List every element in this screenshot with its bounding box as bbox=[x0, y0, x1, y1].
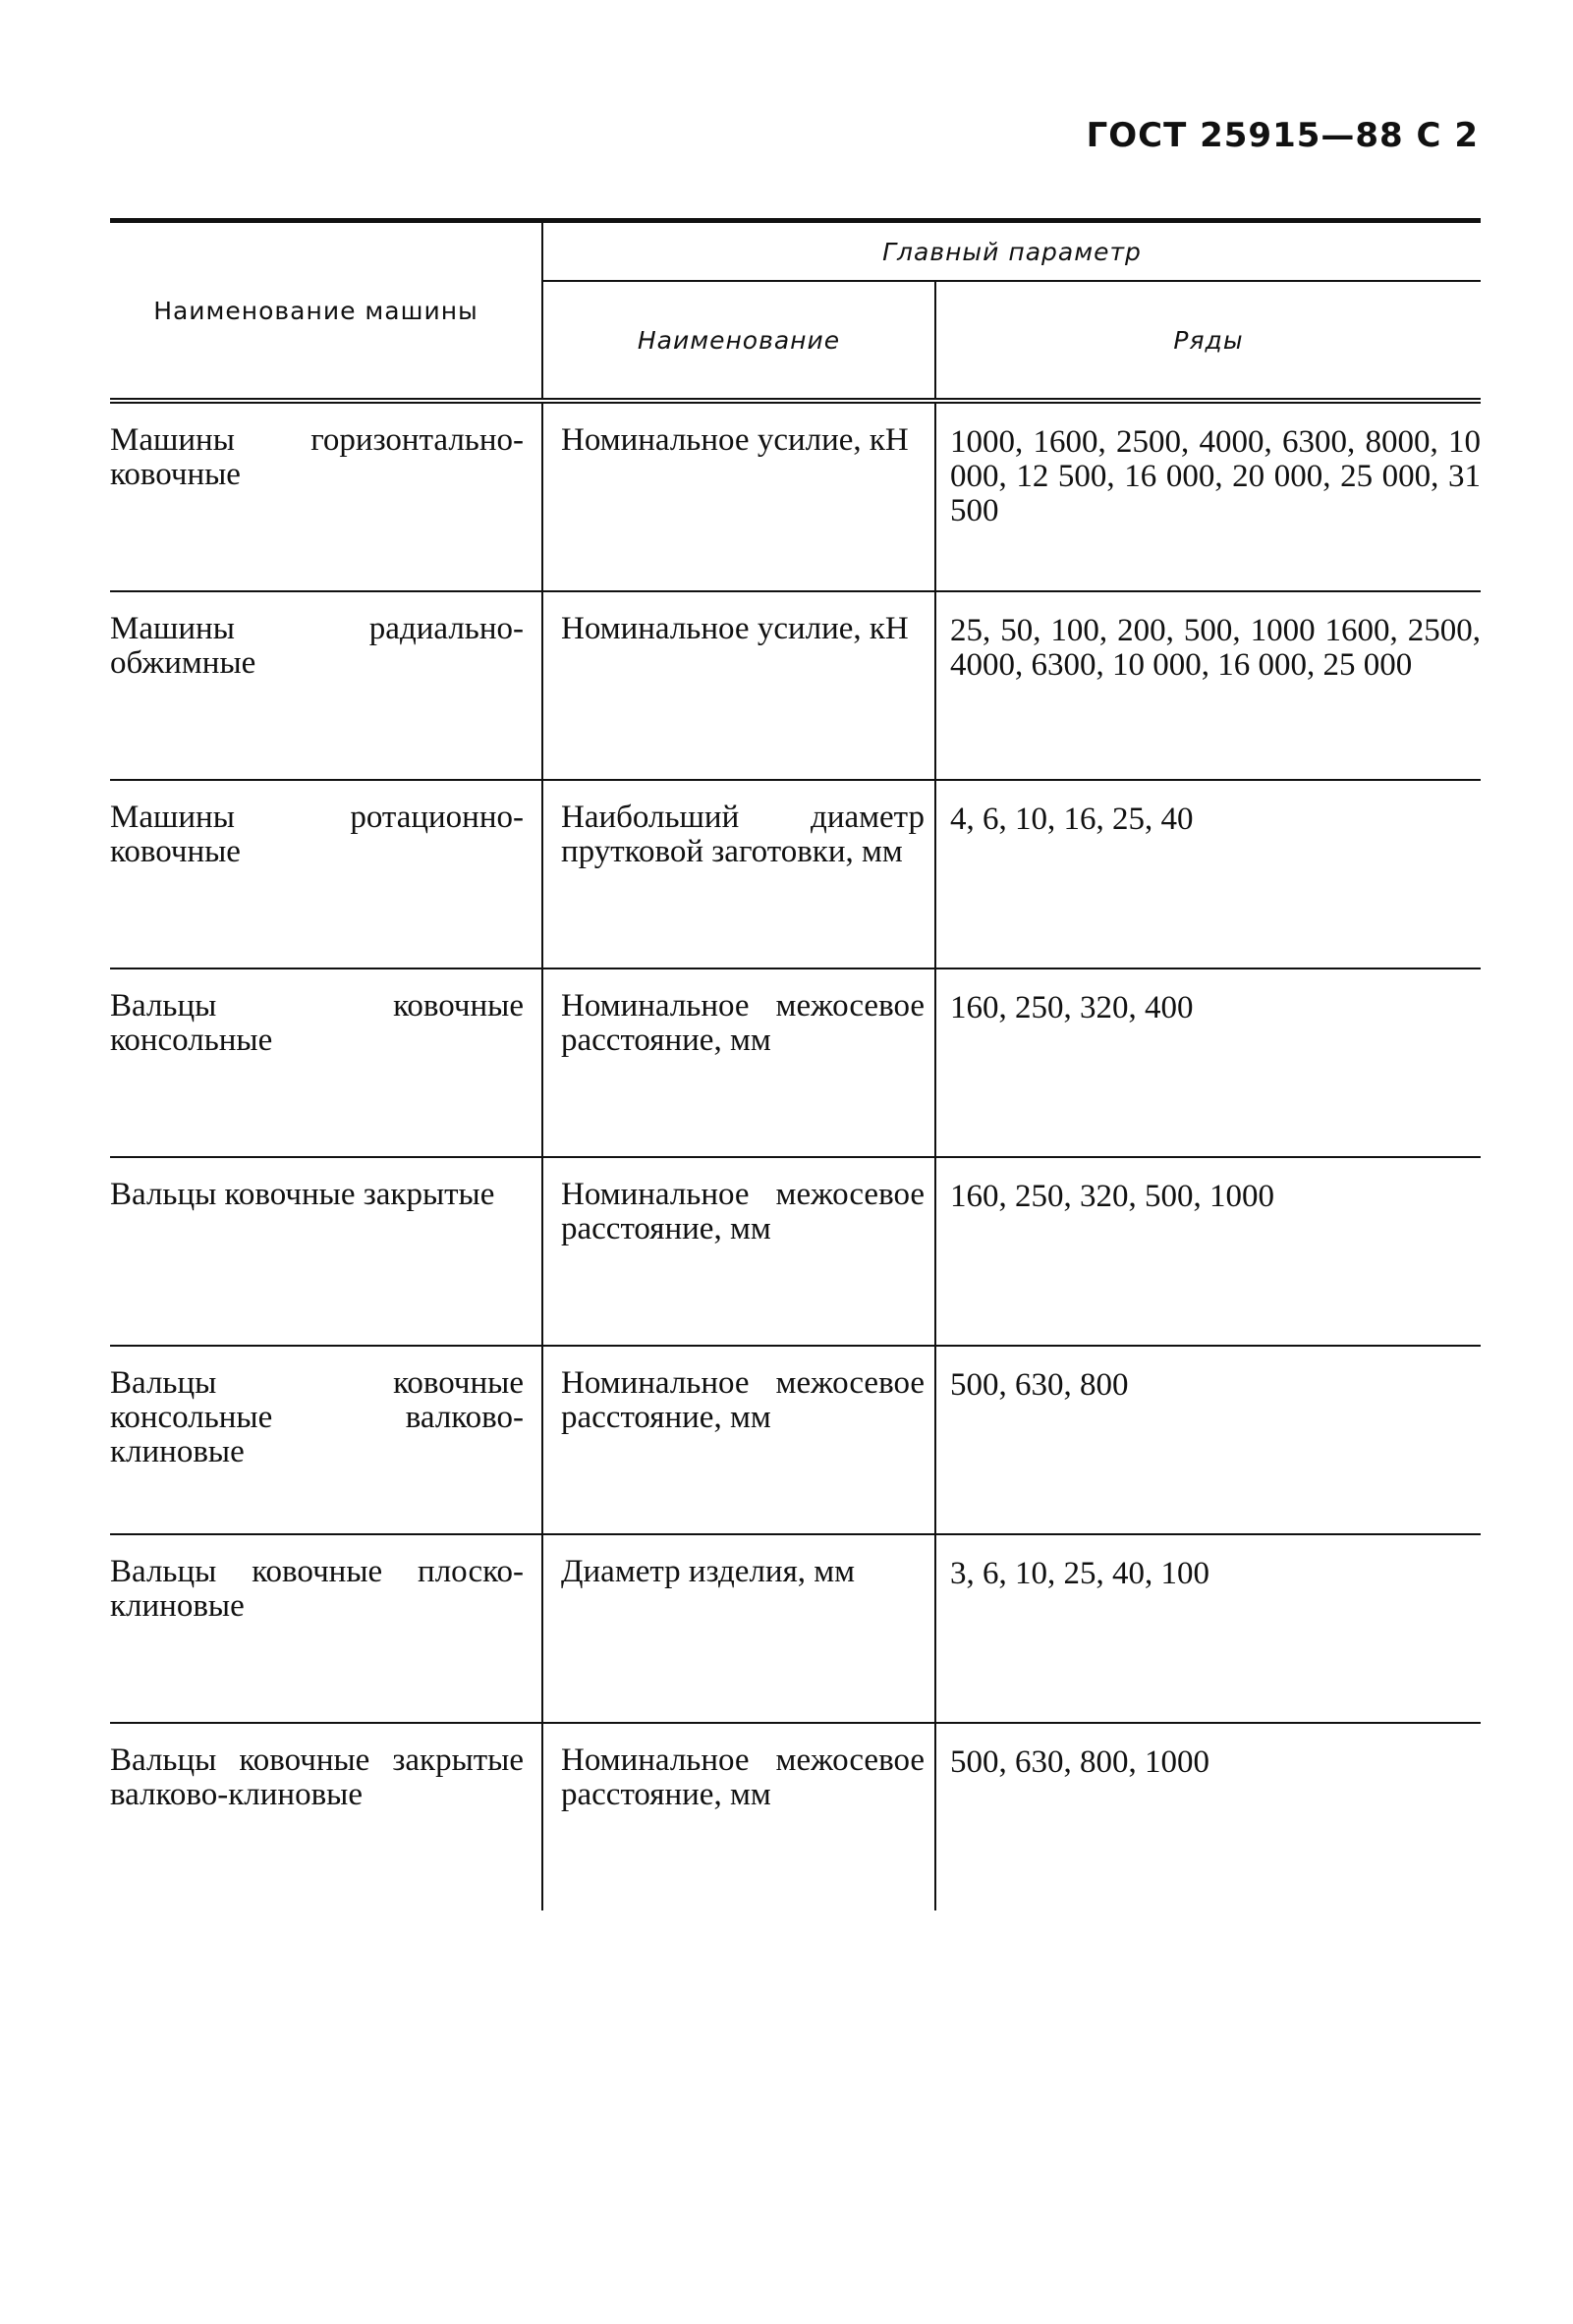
parameter-name: Наибольший диаметр прутковой заготовки, мм bbox=[561, 800, 925, 869]
table-row bbox=[110, 1723, 1481, 1910]
machine-name: Вальцы ковочные закрытые валково-клиновые bbox=[110, 1743, 524, 1812]
table-row bbox=[110, 591, 1481, 780]
machine-name-cell bbox=[110, 1157, 542, 1346]
series-cell bbox=[935, 1534, 1481, 1723]
machines-table bbox=[110, 218, 1481, 1910]
table-row bbox=[110, 1534, 1481, 1723]
series-values: 25, 50, 100, 200, 500, 1000 1600, 2500, 4000, 6300, 10 000, 16 000, 25 000 bbox=[950, 613, 1481, 683]
series-values: 4, 6, 10, 16, 25, 40 bbox=[950, 802, 1194, 837]
machine-name-cell bbox=[110, 968, 542, 1157]
table-header bbox=[110, 221, 1481, 405]
series-values: 160, 250, 320, 400 bbox=[950, 990, 1194, 1025]
machine-name: Вальцы ковочные закрытые bbox=[110, 1177, 495, 1212]
header-machine-name: Наименование машины bbox=[110, 221, 542, 402]
machine-name-cell bbox=[110, 780, 542, 968]
series-values: 500, 630, 800 bbox=[950, 1367, 1129, 1403]
machine-name: Машины радиально-обжимные bbox=[110, 611, 524, 681]
parameter-name-cell bbox=[542, 780, 935, 968]
table-body bbox=[110, 404, 1481, 1910]
parameter-name: Номинальное межосевое расстояние, мм bbox=[561, 988, 925, 1058]
table-row bbox=[110, 1157, 1481, 1346]
parameter-name: Номинальное усилие, кН bbox=[561, 422, 909, 458]
page-header: ГОСТ 25915—88 С 2 bbox=[1086, 116, 1479, 155]
parameter-name: Номинальное усилие, кН bbox=[561, 611, 909, 646]
machine-name: Машины горизонтально-ковочные bbox=[110, 422, 524, 492]
parameter-name: Номинальное межосевое расстояние, мм bbox=[561, 1177, 925, 1246]
machine-name: Машины ротационно-ковочные bbox=[110, 800, 524, 869]
machine-name: Вальцы ковочные плоско-клиновые bbox=[110, 1554, 524, 1624]
table-row bbox=[110, 968, 1481, 1157]
parameter-name-cell bbox=[542, 404, 935, 591]
machine-name-cell bbox=[110, 1534, 542, 1723]
parameter-name-cell bbox=[542, 591, 935, 780]
series-cell bbox=[935, 1157, 1481, 1346]
series-values: 1000, 1600, 2500, 4000, 6300, 8000, 10 000, 12 500, 16 000, 20 000, 25 000, 31 500 bbox=[950, 424, 1481, 528]
series-values: 160, 250, 320, 500, 1000 bbox=[950, 1179, 1274, 1214]
series-cell bbox=[935, 1723, 1481, 1910]
parameter-name: Номинальное межосевое расстояние, мм bbox=[561, 1365, 925, 1435]
machine-name-cell bbox=[110, 1346, 542, 1534]
parameter-name-cell bbox=[542, 1346, 935, 1534]
machine-name-cell bbox=[110, 1723, 542, 1910]
series-cell bbox=[935, 404, 1481, 591]
header-main-parameter: Главный параметр bbox=[542, 221, 1481, 282]
series-cell bbox=[935, 1346, 1481, 1534]
parameter-name-cell bbox=[542, 1723, 935, 1910]
parameter-name-cell bbox=[542, 1534, 935, 1723]
parameter-name-cell bbox=[542, 968, 935, 1157]
series-cell bbox=[935, 968, 1481, 1157]
series-cell bbox=[935, 780, 1481, 968]
parameter-name-cell bbox=[542, 1157, 935, 1346]
parameter-name: Диаметр изделия, мм bbox=[561, 1554, 856, 1589]
machine-name: Вальцы ковочные консольные валково-клиновые bbox=[110, 1365, 524, 1469]
table-row bbox=[110, 404, 1481, 591]
machine-name-cell bbox=[110, 591, 542, 780]
machine-name-cell bbox=[110, 404, 542, 591]
series-cell bbox=[935, 591, 1481, 780]
table-row bbox=[110, 780, 1481, 968]
series-values: 500, 630, 800, 1000 bbox=[950, 1744, 1209, 1780]
series-values: 3, 6, 10, 25, 40, 100 bbox=[950, 1556, 1209, 1591]
table-row bbox=[110, 1346, 1481, 1534]
parameter-name: Номинальное межосевое расстояние, мм bbox=[561, 1743, 925, 1812]
header-series: Ряды bbox=[935, 281, 1481, 401]
header-param-name: Наименование bbox=[542, 281, 935, 401]
machine-name: Вальцы ковочные консольные bbox=[110, 988, 524, 1058]
